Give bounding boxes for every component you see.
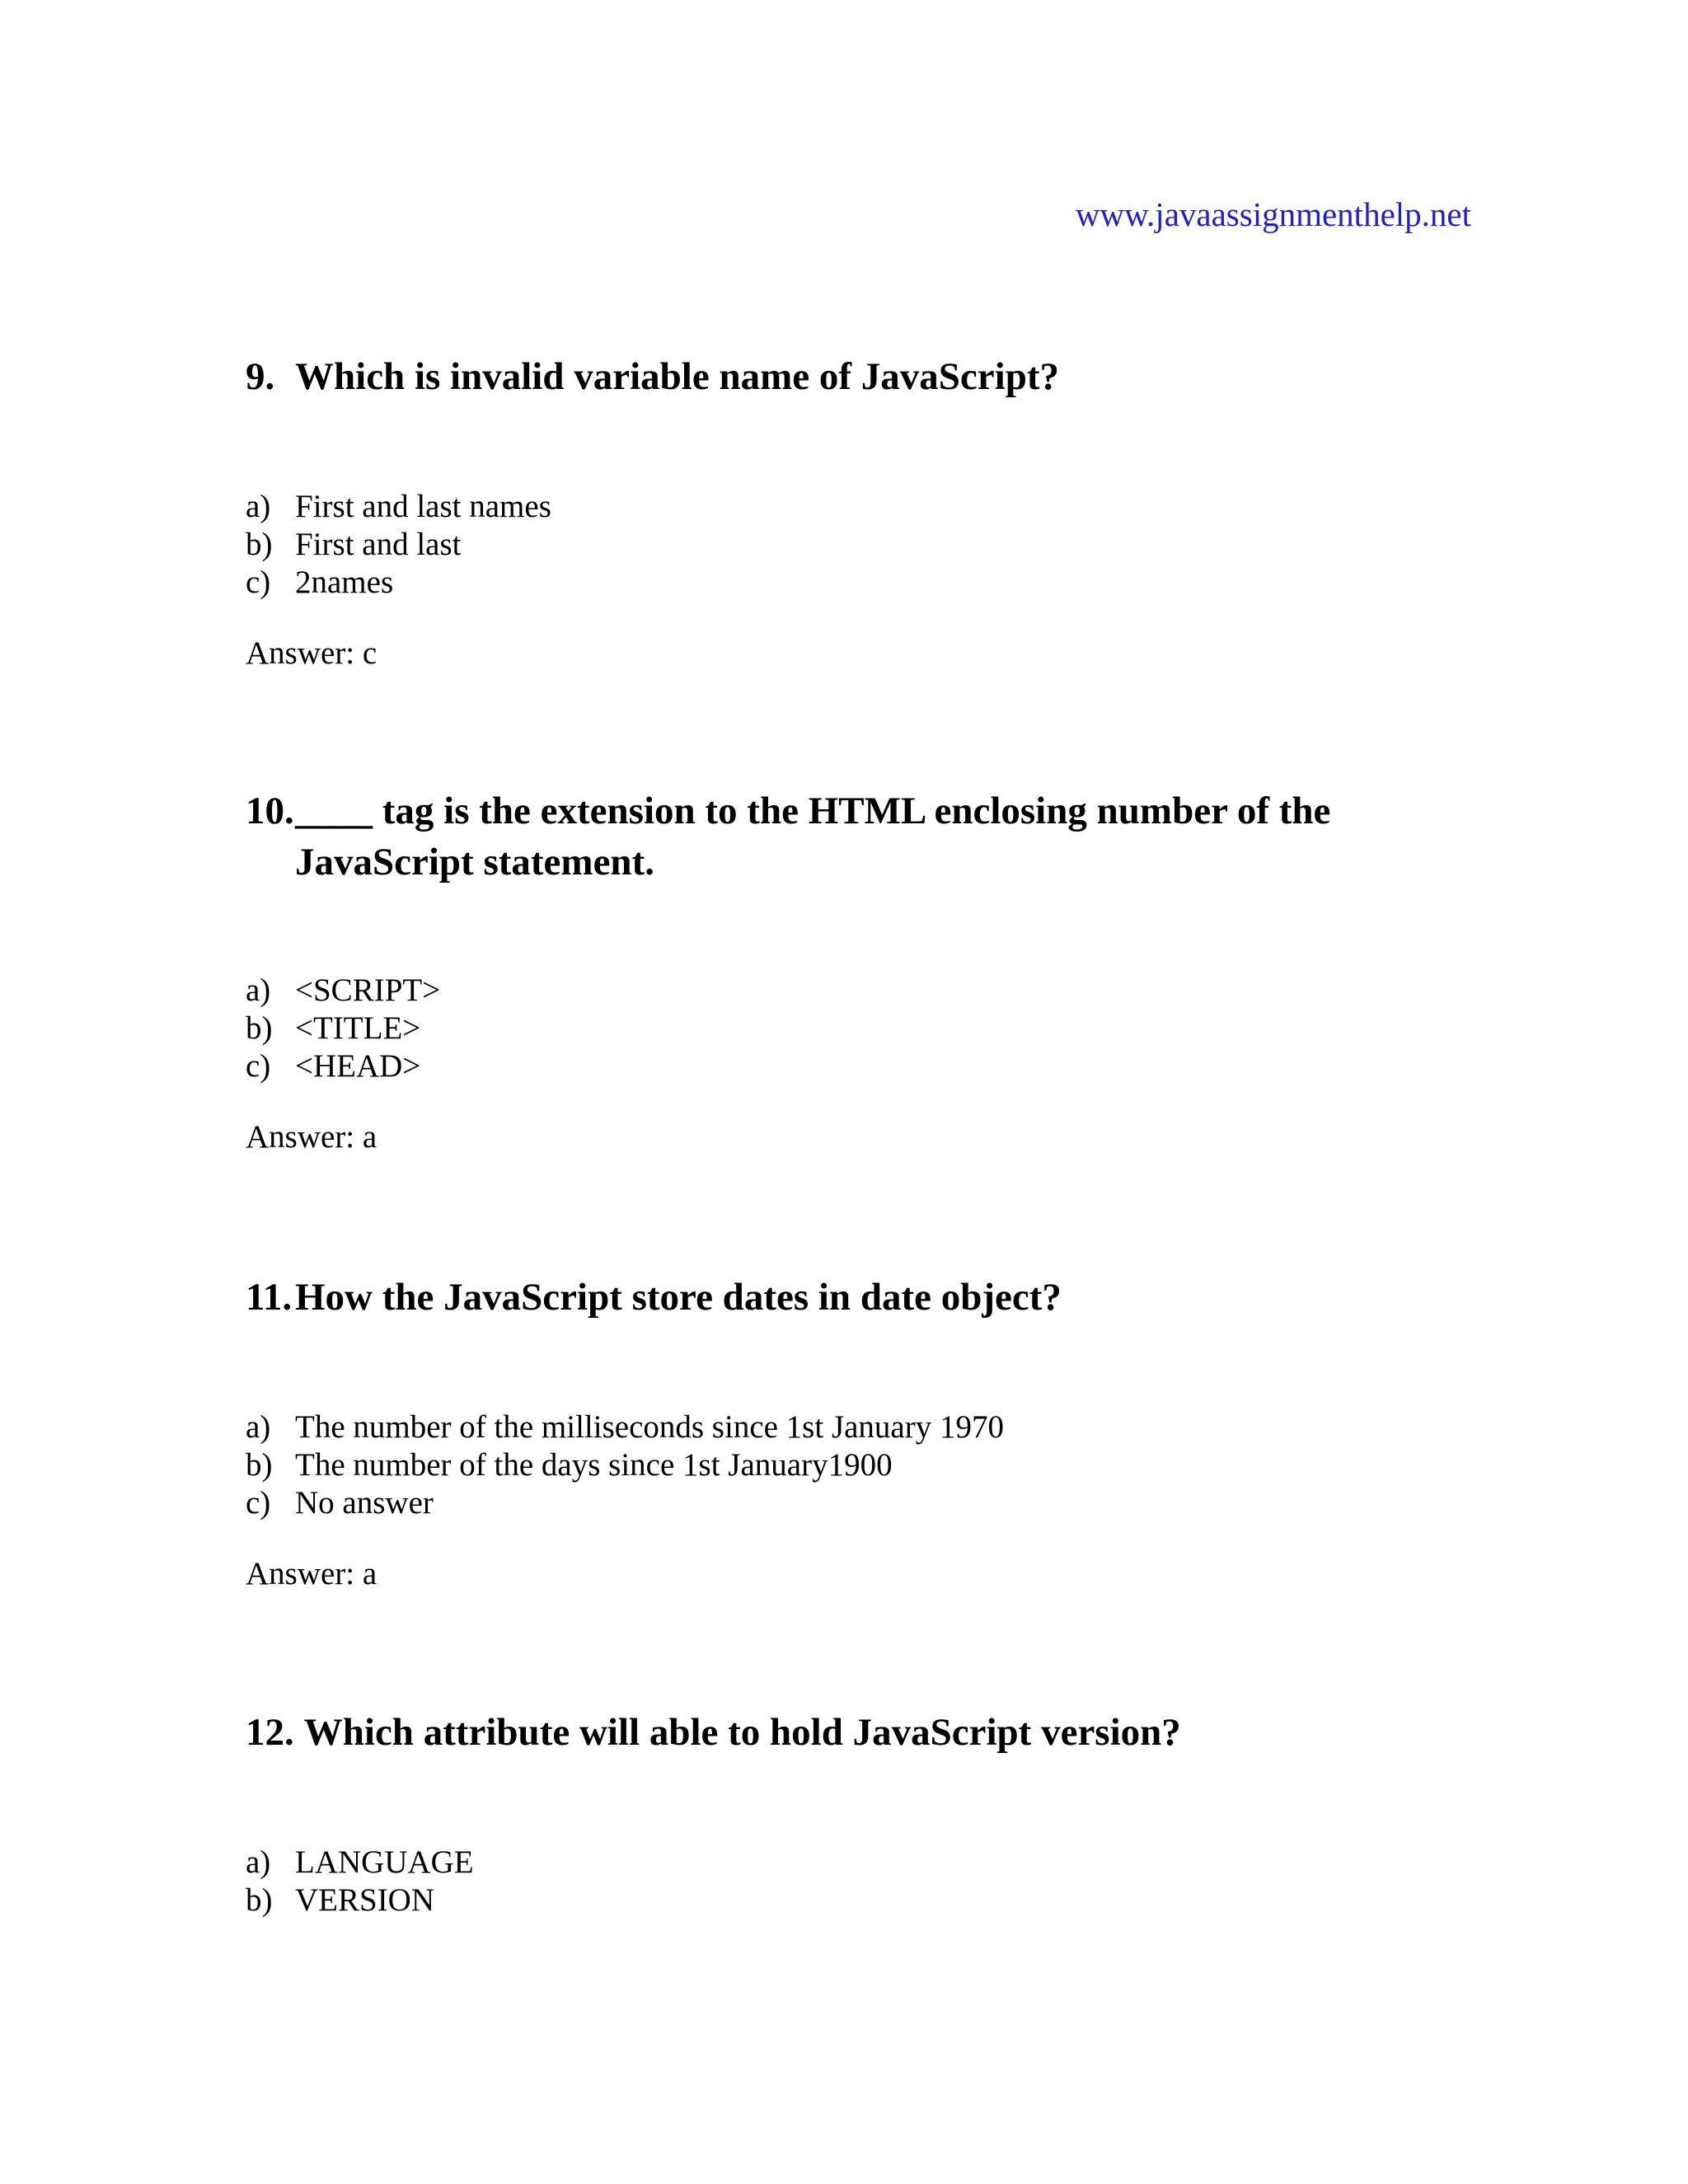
option-text: <SCRIPT>	[295, 972, 441, 1008]
question-10	[246, 785, 1367, 1156]
question-text: How the JavaScript store dates in date object?	[295, 1276, 1062, 1319]
option-c	[246, 1047, 1367, 1085]
question-text: ____ tag is the extension to the HTML enclosing number of the JavaScript statement.	[295, 790, 1331, 883]
options-list	[246, 1408, 1441, 1522]
option-text: The number of the milliseconds since 1st January 1970	[295, 1409, 1004, 1445]
question-title	[246, 785, 1367, 888]
question-number: 11.	[246, 1276, 293, 1319]
question-number: 12.	[246, 1711, 294, 1754]
answer: Answer: a	[246, 1556, 377, 1591]
option-a	[246, 1408, 1441, 1446]
option-a	[246, 1844, 1441, 1882]
option-text: <TITLE>	[295, 1010, 421, 1046]
option-letter: a)	[246, 972, 271, 1008]
question-title	[246, 1707, 1441, 1758]
option-b	[246, 526, 1441, 564]
option-letter: a)	[246, 1409, 271, 1445]
question-title	[246, 351, 1441, 402]
answer: Answer: c	[246, 635, 377, 671]
question-title	[246, 1272, 1441, 1323]
option-text: 2names	[295, 565, 394, 600]
option-letter: b)	[246, 1882, 273, 1918]
option-text: LANGUAGE	[295, 1844, 474, 1880]
question-9	[246, 351, 1441, 673]
option-c	[246, 1484, 1441, 1522]
question-number: 10.	[246, 790, 294, 832]
option-b	[246, 1010, 1367, 1047]
option-b	[246, 1882, 1441, 1919]
option-letter: b)	[246, 1010, 273, 1046]
option-c	[246, 564, 1441, 602]
options-list	[246, 1844, 1441, 1919]
option-text: VERSION	[295, 1882, 435, 1918]
question-12	[246, 1707, 1441, 1919]
option-letter: a)	[246, 1844, 271, 1880]
question-text: Which is invalid variable name of JavaScript?	[295, 355, 1059, 398]
answer: Answer: a	[246, 1119, 377, 1155]
option-a	[246, 972, 1367, 1010]
option-text: The number of the days since 1st January1900	[295, 1447, 893, 1483]
option-text: First and last names	[295, 489, 551, 524]
option-text: No answer	[295, 1485, 434, 1521]
option-text: First and last	[295, 527, 462, 562]
option-letter: b)	[246, 1447, 273, 1483]
option-letter: c)	[246, 565, 271, 600]
option-text: <HEAD>	[295, 1048, 421, 1084]
option-letter: a)	[246, 489, 271, 524]
option-a	[246, 488, 1441, 526]
option-letter: c)	[246, 1048, 271, 1084]
question-11	[246, 1272, 1441, 1593]
options-list	[246, 972, 1367, 1085]
question-number: 9.	[246, 355, 275, 398]
option-letter: c)	[246, 1485, 271, 1521]
option-letter: b)	[246, 527, 273, 562]
option-b	[246, 1446, 1441, 1484]
question-text: Which attribute will able to hold JavaScript version?	[303, 1711, 1181, 1754]
options-list	[246, 488, 1441, 602]
site-url-link[interactable]: www.javaassignmenthelp.net	[1075, 195, 1471, 233]
